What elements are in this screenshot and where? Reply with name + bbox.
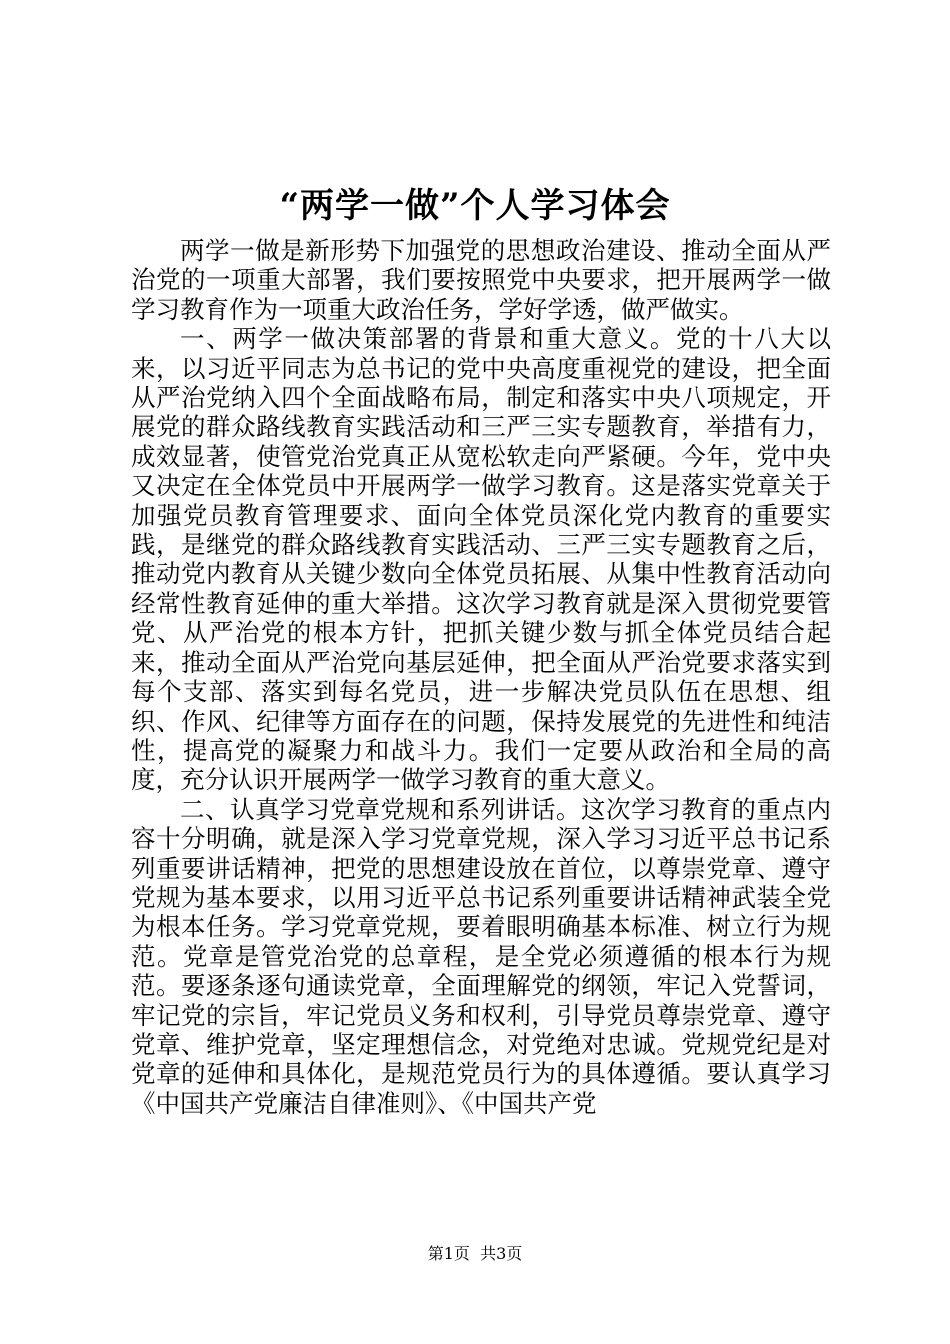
page-number-total: 共3页 — [480, 1244, 523, 1263]
paragraph-section-2: 二、认真学习党章党规和系列讲话。这次学习教育的重点内容十分明确，就是深入学习党章党规，深入学习习近平总书记系列重要讲话精神，把党的思想建设放在首位，以尊崇党章、遵守党规为基本要求，以用习近平总书记系列重要讲话精神武装全党为根本任务。学习党章党规，要着眼明确基本标准、树立行为规范。党章是管党治党的总章程，是全党必须遵循的根本行为规范。要逐条逐句通读党章，全面理解党的纲领，牢记入党誓词，牢记党的宗旨，牢记党员义务和权利，引导党员尊崇党章、遵守党章、维护党章，坚定理想信念，对党绝对忠诚。党规党纪是对党章的延伸和具体化，是规范党员行为的具体遵循。要认真学习《中国共产党廉洁自律准则》、《中国共产党 — [131, 794, 831, 1118]
document-body — [131, 236, 831, 1118]
paragraph-section-1: 一、两学一做决策部署的背景和重大意义。党的十八大以来，以习近平同志为总书记的党中央高度重视党的建设，把全面从严治党纳入四个全面战略布局，制定和落实中央八项规定，开展党的群众路线教育实践活动和三严三实专题教育，举措有力，成效显著，使管党治党真正从宽松软走向严紧硬。今年，党中央又决定在全体党员中开展两学一做学习教育。这是落实党章关于加强党员教育管理要求、面向全体党员深化党内教育的重要实践，是继党的群众路线教育实践活动、三严三实专题教育之后，推动党内教育从关键少数向全体党员拓展、从集中性教育活动向经常性教育延伸的重大举措。这次学习教育就是深入贯彻党要管党、从严治党的根本方针，把抓关键少数与抓全体党员结合起来，推动全面从严治党向基层延伸，把全面从严治党要求落实到每个支部、落实到每名党员，进一步解决党员队伍在思想、组织、作风、纪律等方面存在的问题，保持发展党的先进性和纯洁性，提高党的凝聚力和战斗力。我们一定要从政治和全局的高度，充分认识开展两学一做学习教育的重大意义。 — [131, 324, 831, 795]
page-number-current: 第1页 — [427, 1244, 470, 1263]
page-footer — [0, 1243, 950, 1265]
paragraph-intro: 两学一做是新形势下加强党的思想政治建设、推动全面从严治党的一项重大部署，我们要按照党中央要求，把开展两学一做学习教育作为一项重大政治任务，学好学透，做严做实。 — [131, 236, 831, 324]
document-title: “两学一做”个人学习体会 — [279, 186, 671, 226]
